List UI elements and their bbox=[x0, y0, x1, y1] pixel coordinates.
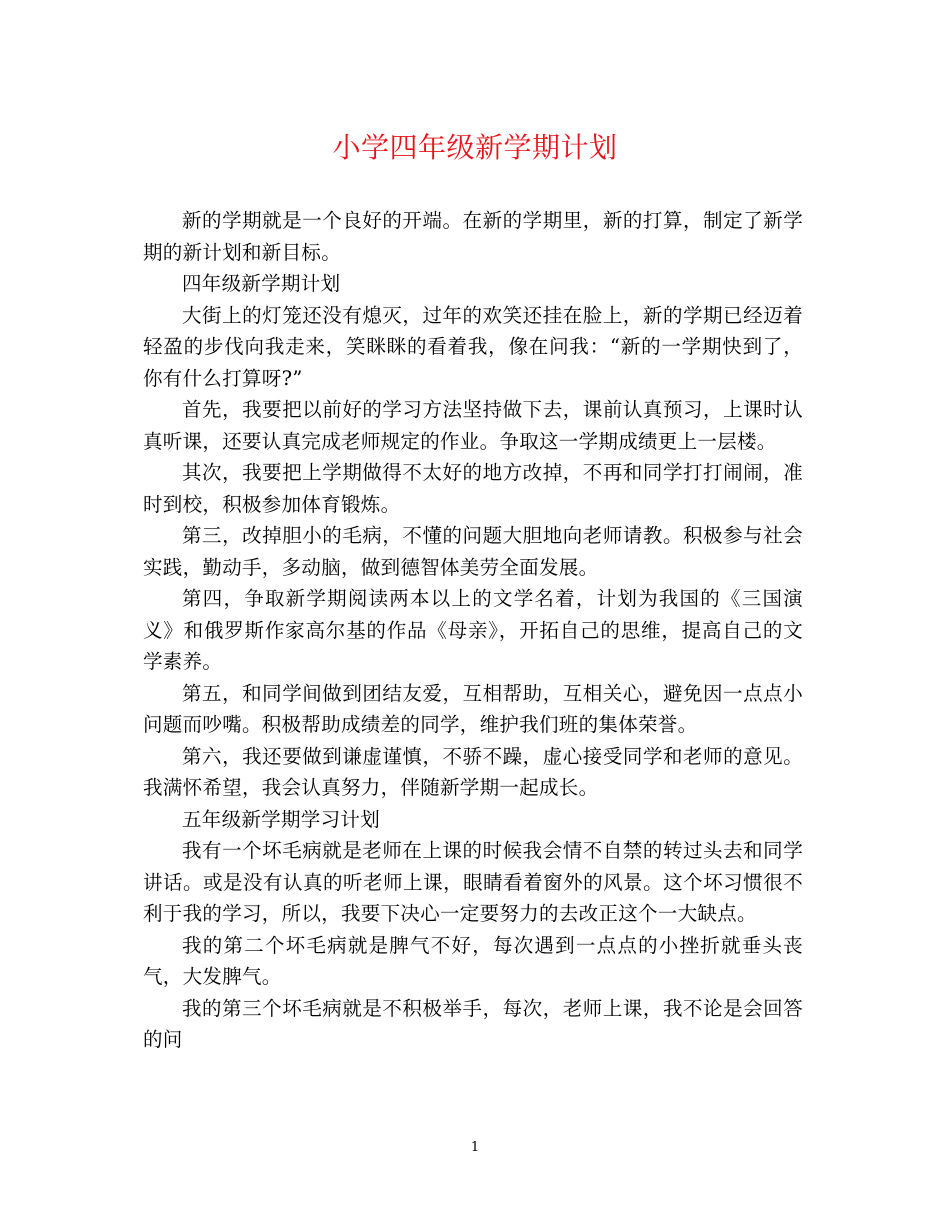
section-heading: 四年级新学期计划 bbox=[182, 272, 341, 295]
paragraph: 第三，改掉胆小的毛病，不懂的问题大胆地向老师请教。积极参与社会实践，勤动手，多动脑，做到德智体美劳全面发展。 bbox=[143, 524, 803, 579]
paragraph: 我有一个坏毛病就是老师在上课的时候我会情不自禁的转过头去和同学讲话。或是没有认真的听老师上课，眼睛看着窗外的风景。这个坏习惯很不利于我的学习，所以，我要下决心一定要努力的去改正这个一大缺点。 bbox=[143, 839, 803, 925]
paragraph: 第四，争取新学期阅读两本以上的文学名着，计划为我国的《三国演义》和俄罗斯作家高尔基的作品《母亲》，开拓自己的思维，提高自己的文学素养。 bbox=[143, 587, 803, 673]
document-title: 小学四年级新学期计划 bbox=[332, 131, 618, 164]
section-heading: 五年级新学期学习计划 bbox=[182, 807, 381, 831]
paragraph: 我的第二个坏毛病就是脾气不好，每次遇到一点点的小挫折就垂头丧气，大发脾气。 bbox=[143, 933, 803, 988]
page-number: 1 bbox=[470, 1140, 480, 1155]
paragraph: 我的第三个坏毛病就是不积极举手，每次，老师上课，我不论是会回答的问 bbox=[143, 996, 803, 1051]
paragraph: 其次，我要把上学期做得不太好的地方改掉，不再和同学打打闹闹，准时到校，积极参加体育锻炼。 bbox=[143, 461, 803, 516]
paragraph: 第五，和同学间做到团结友爱，互相帮助，互相关心，避免因一点点小问题而吵嘴。积极帮助成绩差的同学，维护我们班的集体荣誉。 bbox=[143, 681, 803, 736]
paragraph: 新的学期就是一个良好的开端。在新的学期里，新的打算，制定了新学期的新计划和新目标。 bbox=[143, 209, 803, 264]
paragraph: 首先，我要把以前好的学习方法坚持做下去，课前认真预习，上课时认真听课，还要认真完成老师规定的作业。争取这一学期成绩更上一层楼。 bbox=[143, 398, 803, 453]
paragraph: 第六，我还要做到谦虚谨慎，不骄不躁，虚心接受同学和老师的意见。我满怀希望，我会认真努力，伴随新学期一起成长。 bbox=[143, 744, 803, 799]
document-body bbox=[143, 205, 803, 1056]
paragraph: 大街上的灯笼还没有熄灭，过年的欢笑还挂在脸上，新的学期已经迈着轻盈的步伐向我走来，笑眯眯的看着我，像在问我：“新的一学期快到了，你有什么打算呀?” bbox=[143, 303, 803, 390]
